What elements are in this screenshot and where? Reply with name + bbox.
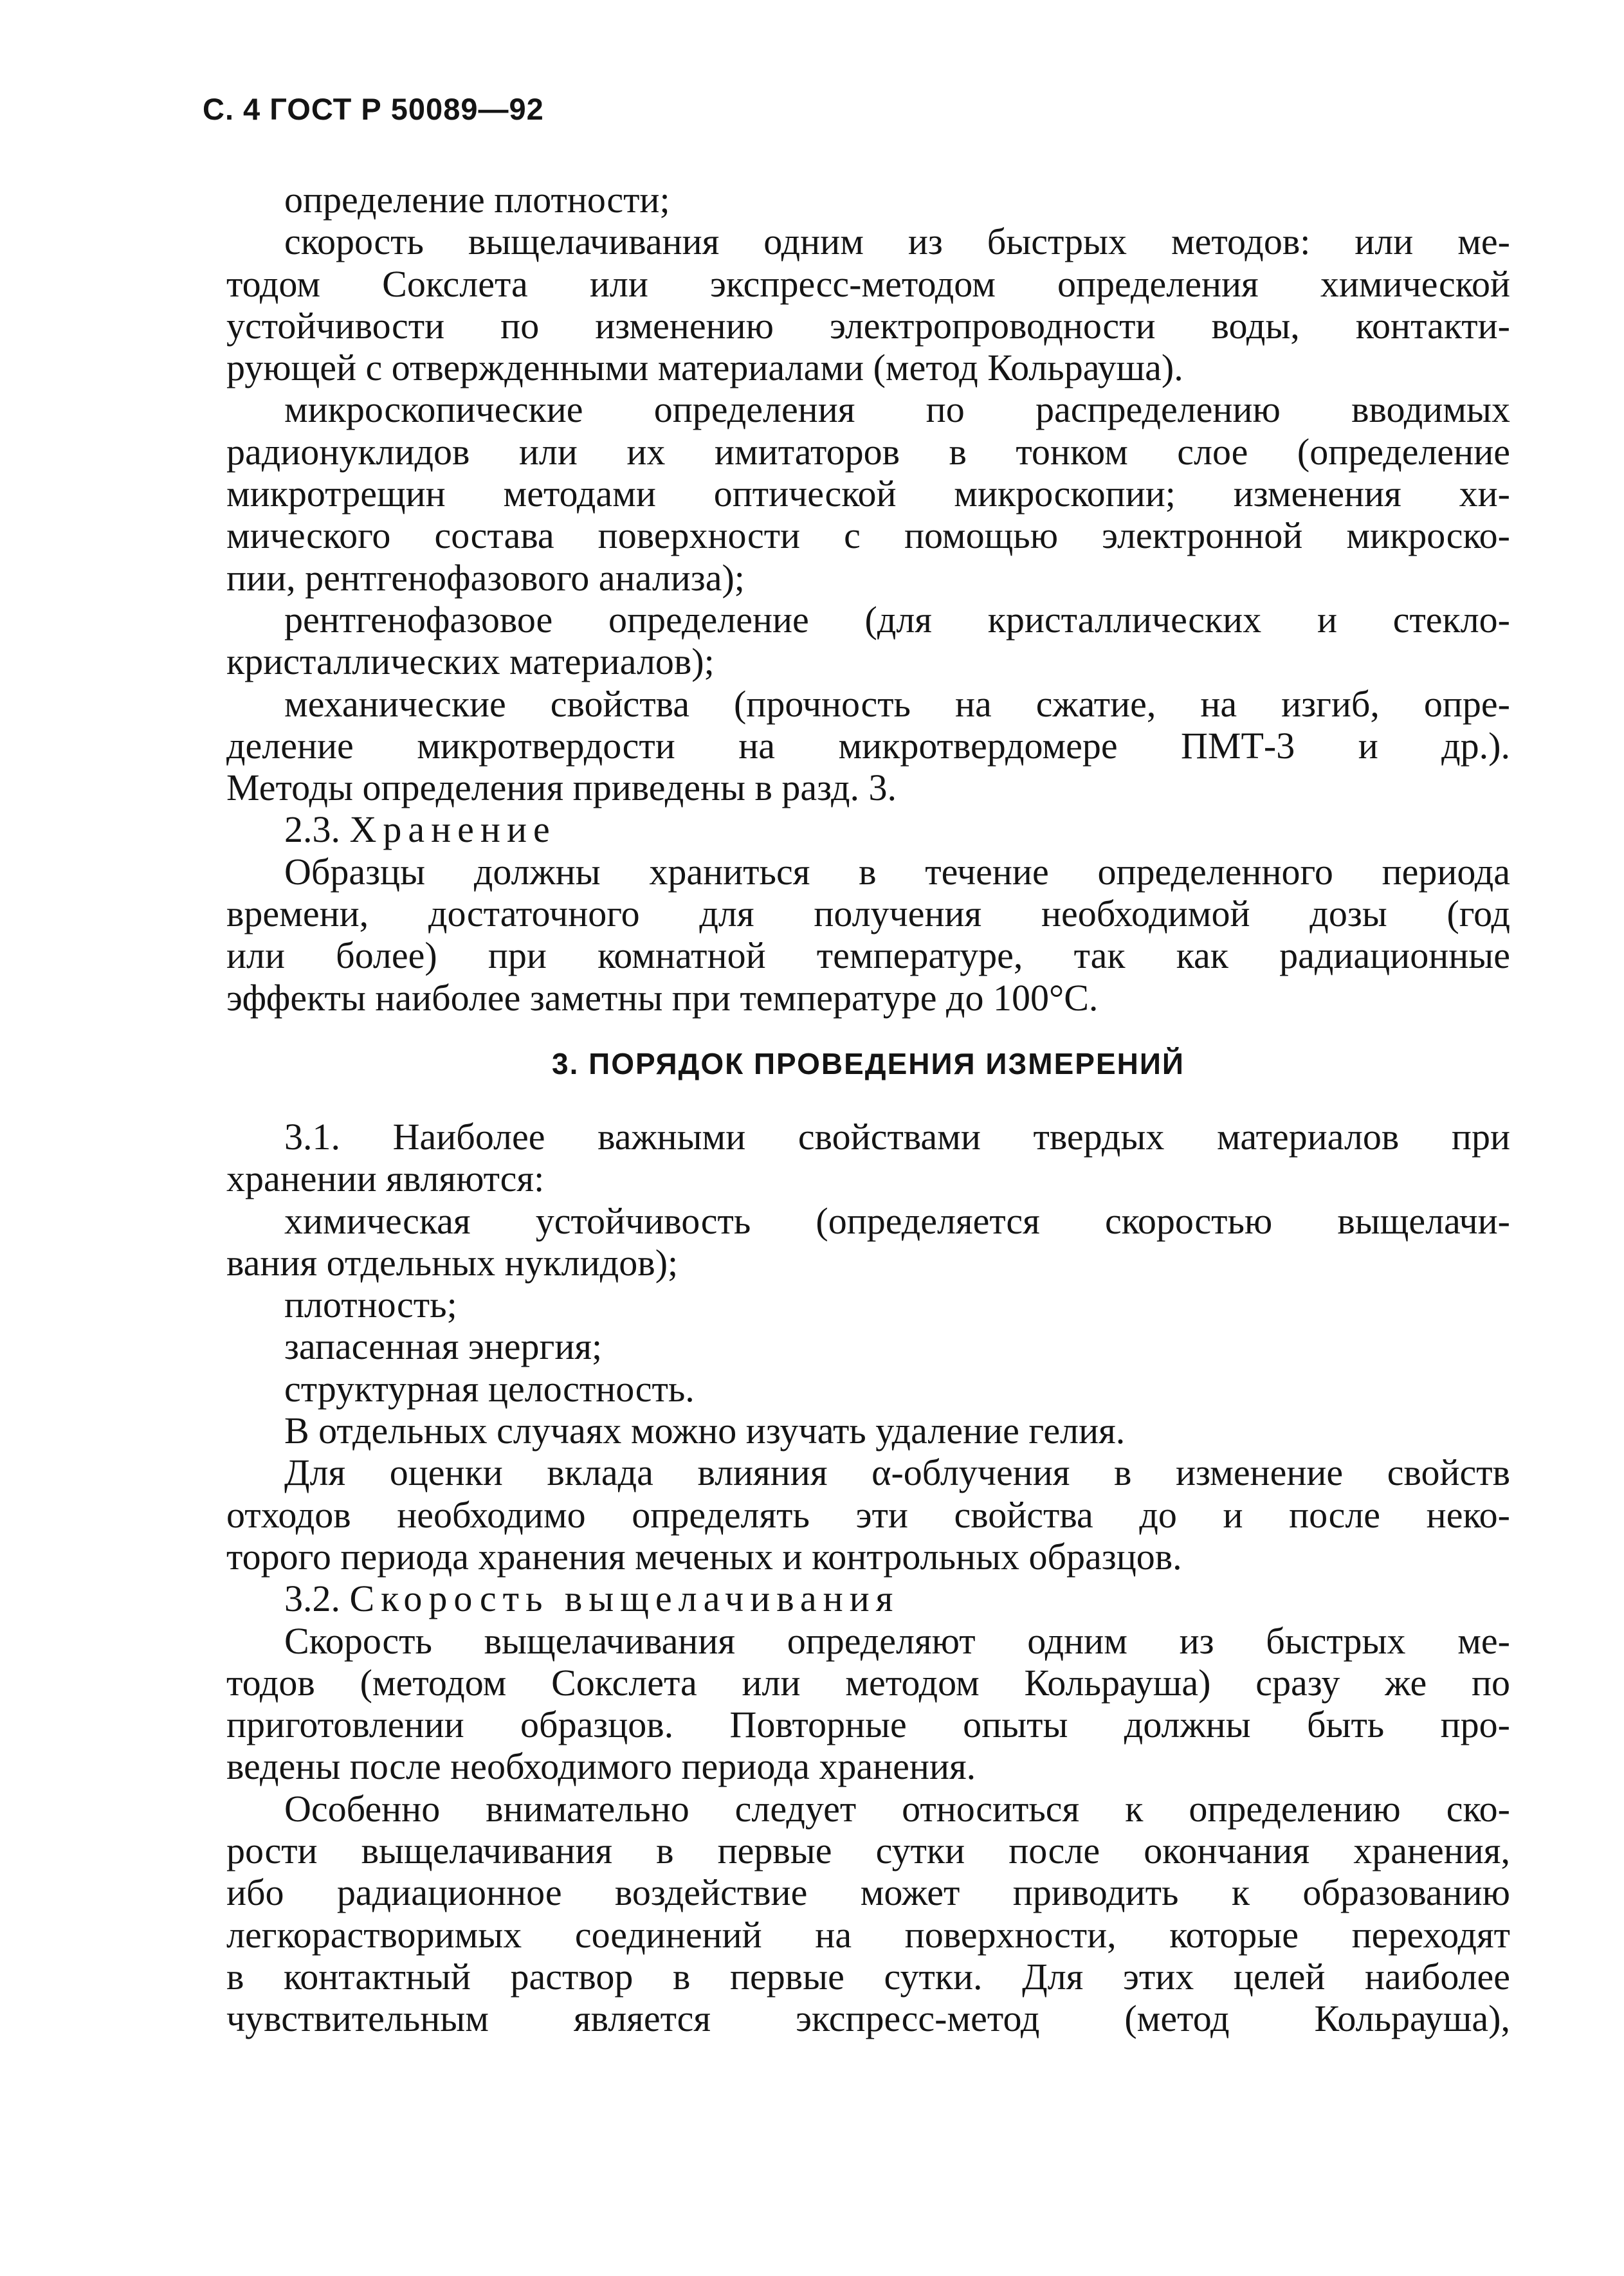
text-line: кристаллических материалов);: [226, 641, 715, 683]
subsection-title-storage: [226, 808, 1510, 850]
text-line: рентгенофазовое определение (для кристаллических и стекло-: [284, 598, 1510, 641]
text-line: чувствительным является экспресс-метод (метод Кольрауша),: [226, 1998, 1510, 2040]
text-line: отходов необходимо определять эти свойства до и после неко-: [226, 1493, 1510, 1536]
text-line: Для оценки вклада влияния α-облучения в изменение свойств: [284, 1452, 1510, 1494]
text-line: механические свойства (прочность на сжатие, на изгиб, опре-: [284, 682, 1510, 725]
text-line: ибо радиационное воздействие может приводить к образованию: [226, 1871, 1510, 1914]
text-line: рующей с отвержденными материалами (метод Кольрауша).: [226, 347, 1183, 389]
text-line: эффекты наиболее заметны при температуре до 100°C.: [226, 976, 1099, 1019]
subsection-number: 2.3.: [284, 808, 340, 851]
subsection-title: Хранение: [349, 808, 556, 851]
text-line: В отдельных случаях можно изучать удаление гелия.: [284, 1410, 1126, 1452]
subsection-number: 3.2.: [284, 1578, 340, 1620]
text-line: Особенно внимательно следует относиться к определению ско-: [284, 1787, 1510, 1830]
subsection-title-leaching: [226, 1578, 1510, 1619]
text-line: пии, рентгенофазового анализа);: [226, 556, 745, 599]
text-line: устойчивости по изменению электропроводности воды, контакти-: [226, 304, 1510, 347]
text-line: Образцы должны храниться в течение определенного периода: [284, 850, 1510, 893]
text-line: приготовлении образцов. Повторные опыты должны быть про-: [226, 1704, 1510, 1746]
text-line: вания отдельных нуклидов);: [226, 1241, 679, 1284]
text-line: торого периода хранения меченых и контрольных образцов.: [226, 1535, 1182, 1578]
section-heading: 3. ПОРЯДОК ПРОВЕДЕНИЯ ИЗМЕРЕНИЙ: [552, 1046, 1185, 1080]
text-line: химическая устойчивость (определяется скоростью выщелачи-: [284, 1199, 1510, 1242]
text-line: микротрещин методами оптической микроскопии; изменения хи-: [226, 473, 1510, 515]
subsection-title: Скорость выщелачивания: [349, 1578, 900, 1620]
text-line: времени, достаточного для получения необходимой дозы (год: [226, 893, 1510, 935]
text-line: в контактный раствор в первые сутки. Для этих целей наиболее: [226, 1955, 1510, 1998]
text-line: легкорастворимых соединений на поверхности, которые переходят: [226, 1913, 1510, 1956]
page-header: С. 4 ГОСТ Р 50089—92: [203, 92, 544, 126]
text-line: запасенная энергия;: [284, 1325, 603, 1368]
text-line: ведены после необходимого периода хранения.: [226, 1745, 976, 1788]
text-line: структурная целостность.: [284, 1367, 695, 1410]
text-line: Методы определения приведены в разд. 3.: [226, 767, 897, 809]
document-body: [226, 179, 1510, 2039]
text-line: Скорость выщелачивания определяют одним из быстрых ме-: [284, 1619, 1510, 1662]
text-line: рости выщелачивания в первые сутки после окончания хранения,: [226, 1829, 1510, 1871]
text-line: 3.1. Наиболее важными свойствами твердых материалов при: [284, 1115, 1510, 1158]
text-line: хранении являются:: [226, 1158, 545, 1200]
text-line: тодом Сокслета или экспресс-методом определения химической: [226, 262, 1510, 305]
text-line: микроскопические определения по распределению вводимых: [284, 388, 1510, 431]
text-line: скорость выщелачивания одним из быстрых методов: или ме-: [284, 221, 1510, 263]
text-line: или более) при комнатной температуре, так как радиационные: [226, 934, 1510, 977]
text-line: радионуклидов или их имитаторов в тонком слое (определение: [226, 430, 1510, 473]
text-line: тодов (методом Сокслета или методом Кольрауша) сразу же по: [226, 1661, 1510, 1704]
text-line: деление микротвердости на микротвердомере ПМТ-3 и др.).: [226, 724, 1510, 767]
text-line: определение плотности;: [284, 179, 670, 221]
text-line: плотность;: [284, 1284, 457, 1326]
text-line: мического состава поверхности с помощью электронной микроско-: [226, 514, 1510, 557]
